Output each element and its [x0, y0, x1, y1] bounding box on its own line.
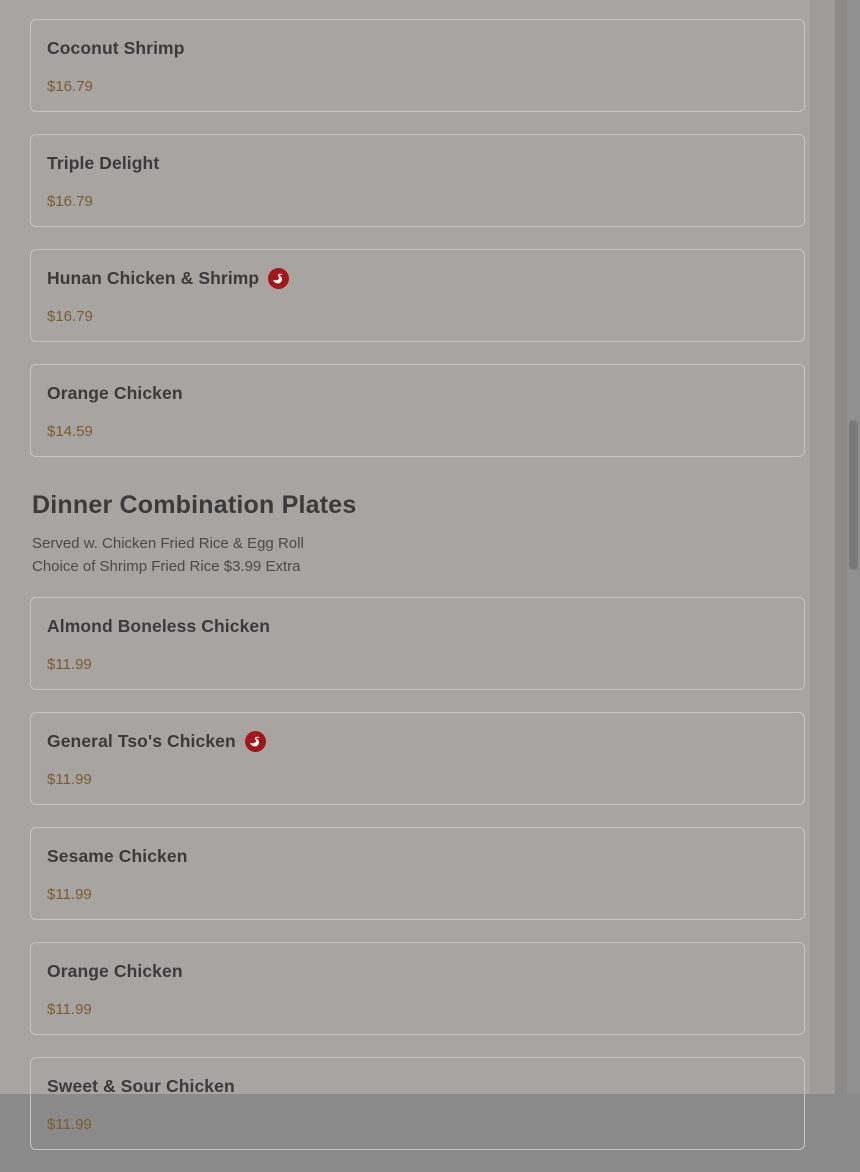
- item-title: Sesame Chicken: [47, 845, 188, 866]
- item-title: General Tso's Chicken: [47, 730, 236, 751]
- item-title: Hunan Chicken & Shrimp: [47, 268, 260, 288]
- item-title: Sweet & Sour Chicken: [47, 1075, 235, 1096]
- list-item[interactable]: [30, 249, 805, 342]
- item-name-row: [47, 961, 788, 982]
- item-title: Almond Boneless Chicken: [47, 615, 271, 636]
- section-title: Dinner Combination Plates: [32, 491, 357, 519]
- list-item[interactable]: [30, 942, 805, 1035]
- section-subtitle-line-2: Choice of Shrimp Fried Rice $3.99 Extra: [32, 558, 301, 576]
- scrollbar-track[interactable]: [847, 0, 860, 1094]
- item-name-row: [47, 268, 788, 289]
- item-title: Orange Chicken: [47, 960, 183, 981]
- menu-content: [30, 0, 805, 1150]
- scrollbar-thumb[interactable]: [849, 420, 858, 570]
- item-title: Coconut Shrimp: [47, 38, 185, 58]
- item-price: $16.79: [47, 193, 93, 210]
- item-price: $14.59: [47, 423, 93, 440]
- item-name-row: [47, 153, 788, 174]
- item-price: $11.99: [47, 655, 92, 673]
- section-header: [30, 491, 805, 579]
- item-price: $16.79: [47, 308, 93, 325]
- list-item[interactable]: [30, 1057, 805, 1150]
- item-price: $11.99: [47, 770, 92, 788]
- chili-pepper-icon: [245, 731, 266, 752]
- list-item[interactable]: [30, 19, 805, 112]
- right-gutter: [810, 0, 835, 1094]
- chili-pepper-icon: [268, 268, 289, 289]
- list-item[interactable]: [30, 134, 805, 227]
- item-name-row: [47, 731, 788, 752]
- item-price: $11.99: [47, 885, 92, 903]
- item-name-row: [47, 38, 788, 59]
- item-name-row: [47, 846, 788, 867]
- item-name-row: [47, 383, 788, 404]
- item-price: $16.79: [47, 78, 93, 95]
- list-item[interactable]: [30, 364, 805, 457]
- list-item[interactable]: [30, 597, 805, 690]
- section-subtitle-line-1: Served w. Chicken Fried Rice & Egg Roll: [32, 535, 304, 552]
- item-name-row: [47, 616, 788, 637]
- item-title: Triple Delight: [47, 153, 160, 173]
- item-price: $11.99: [47, 1115, 92, 1133]
- item-name-row: [47, 1076, 788, 1097]
- list-item[interactable]: [30, 712, 805, 805]
- item-price: $11.99: [47, 1000, 92, 1018]
- item-title: Orange Chicken: [47, 383, 183, 403]
- list-item[interactable]: [30, 827, 805, 920]
